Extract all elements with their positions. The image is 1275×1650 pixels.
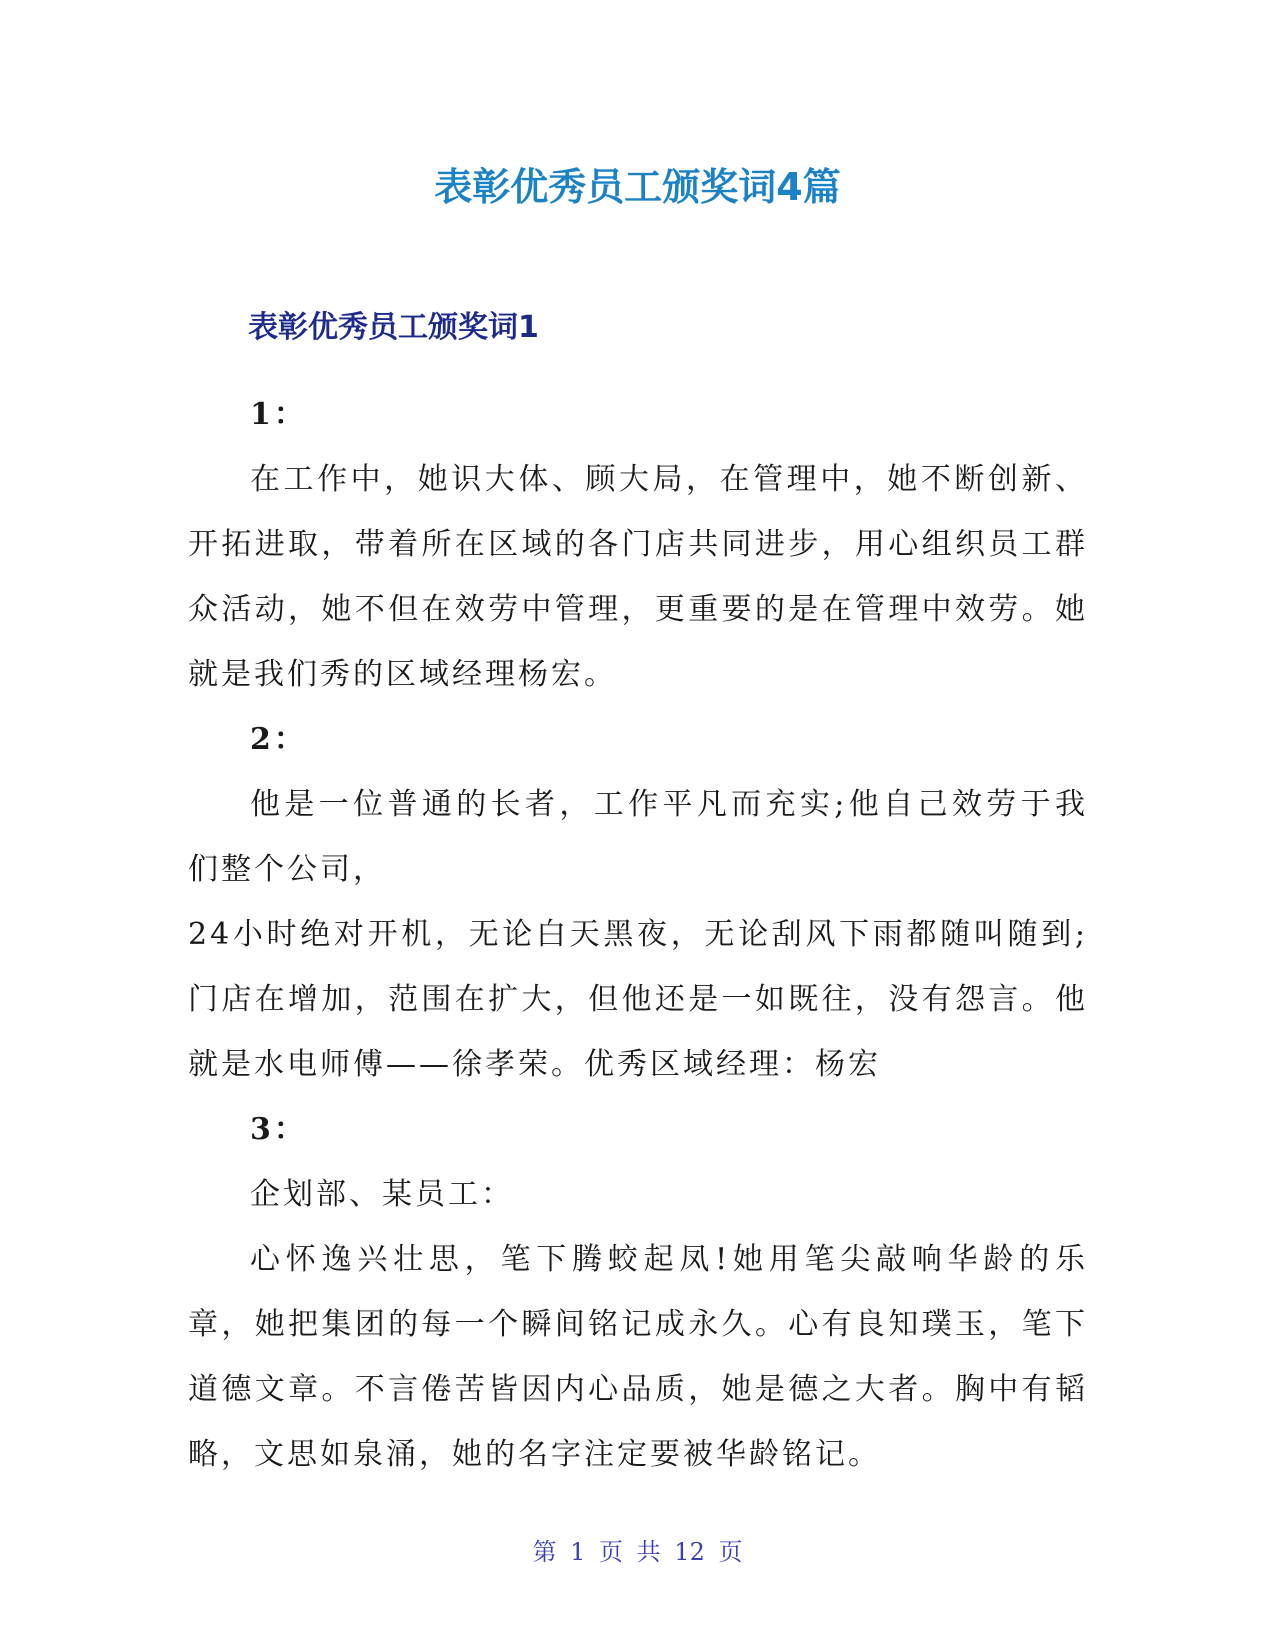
body-paragraph: 在工作中，她识大体、顾大局，在管理中，她不断创新、开拓进取，带着所在区域的各门店共同进步，用心组织员工群众活动，她不但在效劳中管理，更重要的是在管理中效劳。她就是我们秀的区域经理杨宏。 xyxy=(188,462,1088,692)
item-number: 1： xyxy=(250,397,307,432)
item-number: 2： xyxy=(250,722,307,757)
document-body xyxy=(188,382,1088,1487)
page-number-footer: 第 1 页 共 12 页 xyxy=(532,1538,743,1566)
item-number: 3： xyxy=(250,1112,307,1147)
document-title: 表彰优秀员工颁奖词4篇 xyxy=(434,165,841,209)
body-paragraph: 心怀逸兴壮思，笔下腾蛟起凤!她用笔尖敲响华龄的乐章，她把集团的每一个瞬间铭记成永久。心有良知璞玉，笔下道德文章。不言倦苦皆因内心品质，她是德之大者。胸中有韬略，文思如泉涌，她的名字注定要被华龄铭记。 xyxy=(188,1242,1088,1472)
body-paragraph: 企划部、某员工： xyxy=(250,1177,514,1212)
body-paragraph: 24小时绝对开机，无论白天黑夜，无论刮风下雨都随叫随到;门店在增加，范围在扩大，但他还是一如既往，没有怨言。他就是水电师傅——徐孝荣。优秀区域经理：杨宏 xyxy=(188,917,1088,1082)
section-heading: 表彰优秀员工颁奖词1 xyxy=(248,310,539,345)
body-paragraph: 他是一位普通的长者，工作平凡而充实;他自己效劳于我们整个公司， xyxy=(188,787,1088,887)
